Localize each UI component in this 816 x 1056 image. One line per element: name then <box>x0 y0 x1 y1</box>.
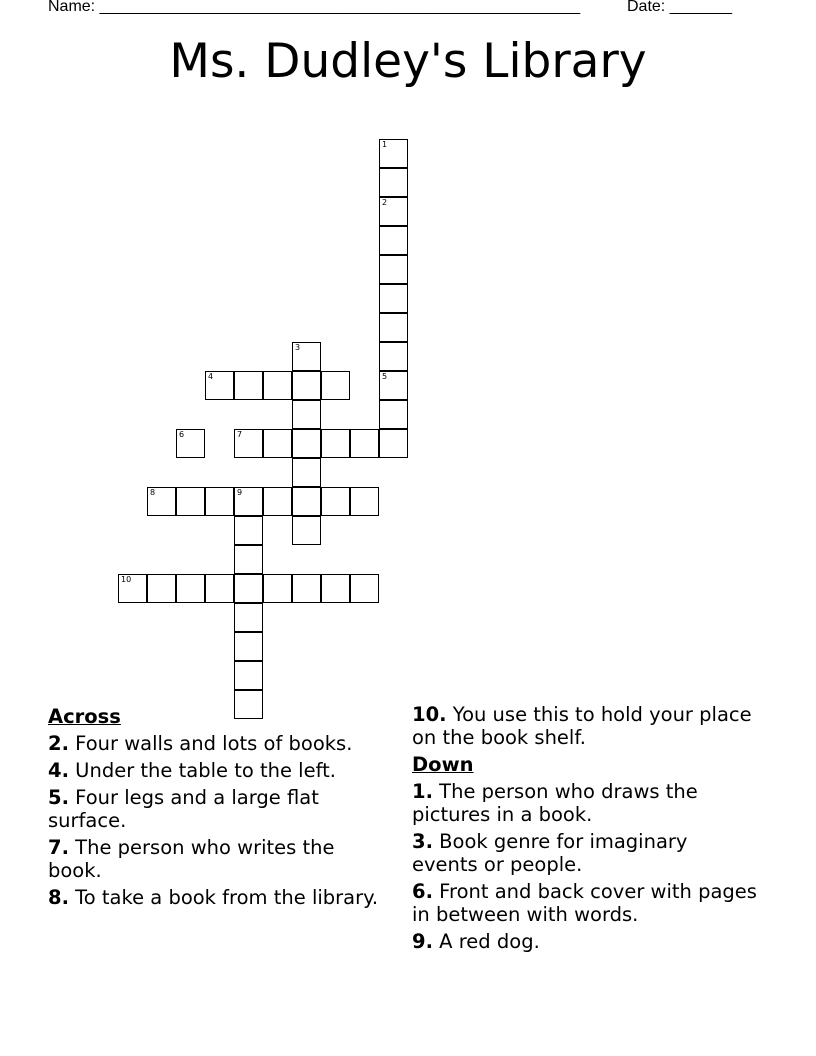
clue-number: 8. <box>48 886 69 909</box>
clue-item <box>412 880 757 926</box>
grid-cell[interactable] <box>147 574 176 603</box>
clue-text: You use this to hold your place on the book shelf. <box>412 703 752 749</box>
clue-item <box>412 830 757 876</box>
grid-cell[interactable] <box>379 284 408 313</box>
clue-item <box>48 786 393 832</box>
page-title: Ms. Dudley's Library <box>169 34 647 89</box>
grid-cell[interactable] <box>379 429 408 458</box>
grid-cell[interactable] <box>263 574 292 603</box>
grid-cell[interactable] <box>234 603 263 632</box>
grid-cell[interactable] <box>263 371 292 400</box>
grid-cell[interactable] <box>379 139 408 168</box>
grid-cell[interactable] <box>292 458 321 487</box>
across-clue-list <box>48 732 393 909</box>
grid-cell[interactable] <box>263 429 292 458</box>
grid-cell[interactable] <box>379 226 408 255</box>
grid-cell[interactable] <box>234 545 263 574</box>
clue-number: 10. <box>412 703 447 726</box>
clue-item <box>412 780 757 826</box>
grid-cell[interactable] <box>292 429 321 458</box>
clues-left-column <box>48 703 393 913</box>
grid-cell[interactable] <box>176 574 205 603</box>
grid-cell[interactable] <box>379 371 408 400</box>
grid-cell[interactable] <box>292 516 321 545</box>
grid-cell[interactable] <box>292 574 321 603</box>
grid-cell[interactable] <box>147 487 176 516</box>
clue-text: Four walls and lots of books. <box>68 732 353 755</box>
grid-cell[interactable] <box>176 429 205 458</box>
grid-cell[interactable] <box>292 371 321 400</box>
clue-number: 1 <box>382 140 388 149</box>
clue-number: 1. <box>412 780 433 803</box>
grid-cell[interactable] <box>321 429 350 458</box>
clue-text: The person who writes the book. <box>48 836 335 882</box>
clue-number: 4. <box>48 759 69 782</box>
across-heading: Across <box>48 705 121 728</box>
grid-cell[interactable] <box>292 487 321 516</box>
grid-cell[interactable] <box>379 255 408 284</box>
down-heading: Down <box>412 753 474 776</box>
grid-cell[interactable] <box>205 574 234 603</box>
grid-cell[interactable] <box>118 574 147 603</box>
clue-number: 8 <box>150 488 156 497</box>
down-clue-list <box>412 780 757 953</box>
clue-text: Book genre for imaginary events or people. <box>412 830 688 876</box>
grid-cell[interactable] <box>234 516 263 545</box>
clue-number: 2. <box>48 732 69 755</box>
grid-cell[interactable] <box>234 371 263 400</box>
grid-cell[interactable] <box>176 487 205 516</box>
clue-item <box>48 759 393 782</box>
clue-number: 2 <box>382 198 388 207</box>
grid-cell[interactable] <box>350 574 379 603</box>
name-field[interactable]: Name: ______________________________________________________ <box>48 0 581 15</box>
clue-number: 6. <box>412 880 433 903</box>
grid-cell[interactable] <box>321 574 350 603</box>
grid-cell[interactable] <box>234 661 263 690</box>
clue-number: 9 <box>237 488 243 497</box>
grid-cell[interactable] <box>379 197 408 226</box>
grid-cell[interactable] <box>234 632 263 661</box>
clue-item <box>48 886 393 909</box>
grid-cell[interactable] <box>234 487 263 516</box>
grid-cell[interactable] <box>205 371 234 400</box>
date-field[interactable]: Date: _______ <box>627 0 732 15</box>
grid-cell[interactable] <box>379 400 408 429</box>
clue-item <box>48 732 393 755</box>
clue-number: 5 <box>382 372 388 381</box>
clue-number: 4 <box>208 372 214 381</box>
clue-text: A red dog. <box>432 930 540 953</box>
clue-number: 7 <box>237 430 243 439</box>
clue-text: Under the table to the left. <box>68 759 336 782</box>
clue-text: Four legs and a large flat surface. <box>48 786 319 832</box>
grid-cell[interactable] <box>205 487 234 516</box>
clue-number: 3. <box>412 830 433 853</box>
grid-cell[interactable] <box>292 342 321 371</box>
clues-right-column <box>412 703 757 957</box>
grid-cell[interactable] <box>321 371 350 400</box>
grid-cell[interactable] <box>379 168 408 197</box>
clue-number: 6 <box>179 430 185 439</box>
clue-number: 5. <box>48 786 69 809</box>
clue-item <box>412 703 757 749</box>
grid-cell[interactable] <box>263 487 292 516</box>
across-clue-list-continued <box>412 703 757 749</box>
clue-number: 9. <box>412 930 433 953</box>
grid-cell[interactable] <box>379 313 408 342</box>
grid-cell[interactable] <box>234 574 263 603</box>
clue-number: 10 <box>121 575 132 584</box>
clue-text: The person who draws the pictures in a book. <box>412 780 698 826</box>
clue-number: 3 <box>295 343 301 352</box>
grid-cell[interactable] <box>234 429 263 458</box>
grid-cell[interactable] <box>321 487 350 516</box>
grid-cell[interactable] <box>350 429 379 458</box>
clue-item <box>48 836 393 882</box>
clue-text: To take a book from the library. <box>68 886 379 909</box>
clue-text: Front and back cover with pages in between with words. <box>412 880 757 926</box>
clue-item <box>412 930 757 953</box>
clue-number: 7. <box>48 836 69 859</box>
grid-cell[interactable] <box>350 487 379 516</box>
grid-cell[interactable] <box>379 342 408 371</box>
grid-cell[interactable] <box>292 400 321 429</box>
